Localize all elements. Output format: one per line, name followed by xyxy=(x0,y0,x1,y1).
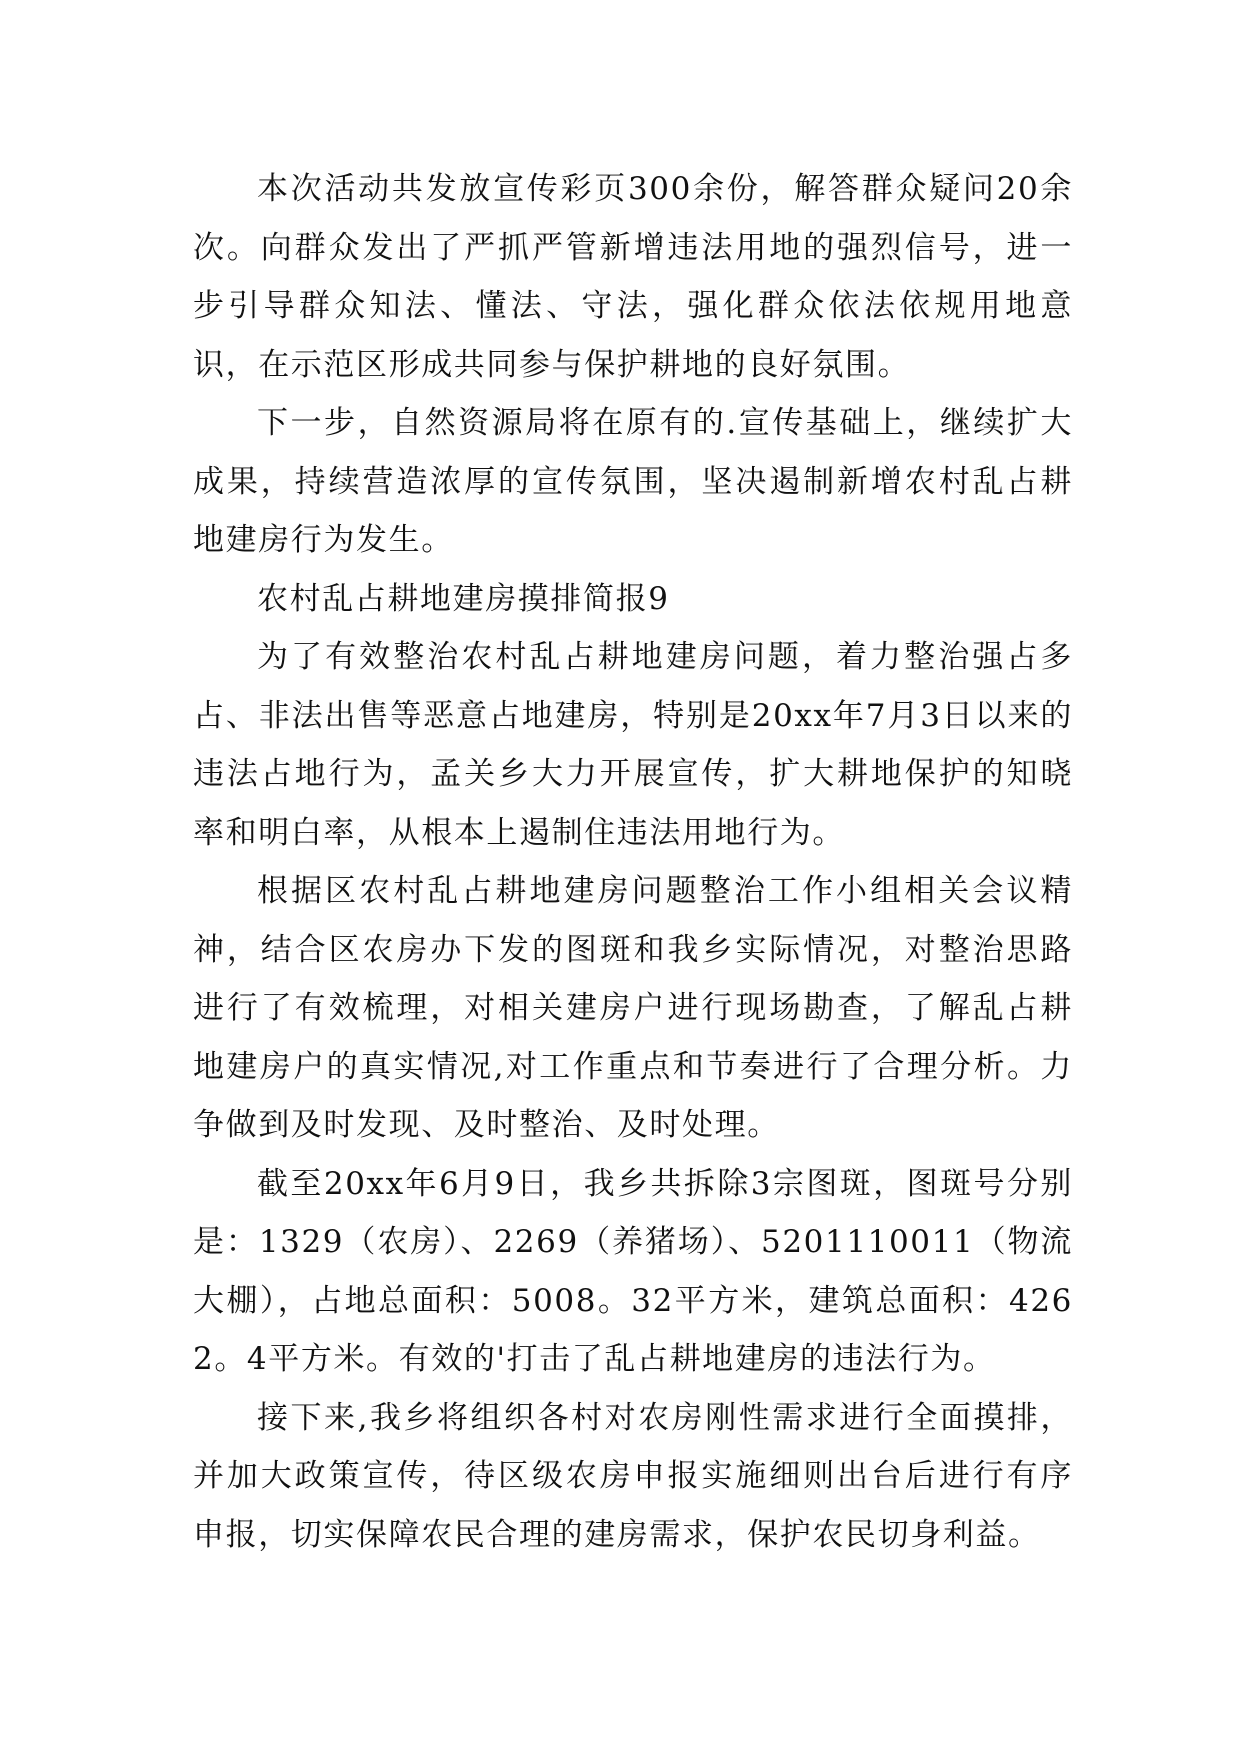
document-body xyxy=(193,160,1073,1564)
paragraph-next-steps: 下一步，自然资源局将在原有的.宣传基础上，继续扩大成果，持续营造浓厚的宣传氛围，坚决遏制新增农村乱占耕地建房行为发生。 xyxy=(193,405,1073,558)
paragraph-demolition-stats: 截至20xx年6月9日，我乡共拆除3宗图斑，图斑号分别是：1329（农房）、2269（养猪场）、5201110011（物流大棚），占地总面积：5008。32平方米，建筑总面积：4262。4平方米。有效的'打击了乱占耕地建房的违法行为。 xyxy=(193,1165,1073,1377)
paragraph-campaign-results: 本次活动共发放宣传彩页300余份，解答群众疑问20余次。向群众发出了严抓严管新增违法用地的强烈信号，进一步引导群众知法、懂法、守法，强化群众依法依规用地意识，在示范区形成共同参与保护耕地的良好氛围。 xyxy=(193,171,1073,383)
paragraph-future-plan: 接下来,我乡将组织各村对农房刚性需求进行全面摸排，并加大政策宣传，待区级农房申报实施细则出台后进行有序申报，切实保障农民合理的建房需求，保护农民切身利益。 xyxy=(193,1399,1073,1553)
section-heading: 农村乱占耕地建房摸排简报9 xyxy=(257,580,670,617)
paragraph-work-approach: 根据区农村乱占耕地建房问题整治工作小组相关会议精神，结合区农房办下发的图斑和我乡实际情况，对整治思路进行了有效梳理，对相关建房户进行现场勘查，了解乱占耕地建房户的真实情况,对工作重点和节奏进行了合理分析。力争做到及时发现、及时整治、及时处理。 xyxy=(193,873,1073,1143)
paragraph-rectification-intro: 为了有效整治农村乱占耕地建房问题，着力整治强占多占、非法出售等恶意占地建房，特别是20xx年7月3日以来的违法占地行为，孟关乡大力开展宣传，扩大耕地保护的知晓率和明白率，从根本上遏制住违法用地行为。 xyxy=(193,639,1073,851)
